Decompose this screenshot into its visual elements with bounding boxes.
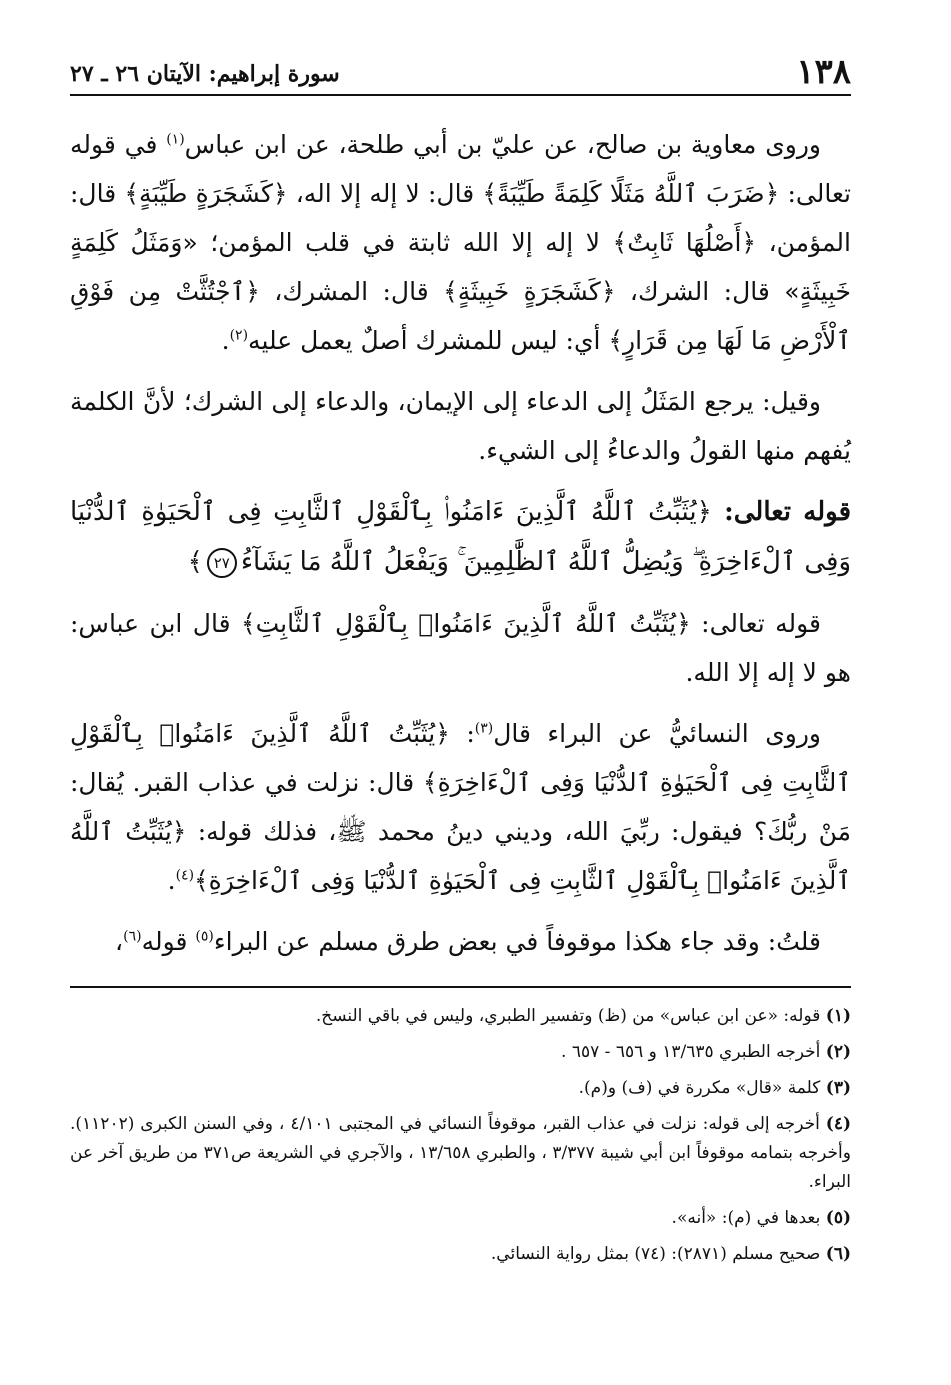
- footnote: [70, 1002, 851, 1031]
- footnote-number: (٢): [825, 1042, 851, 1062]
- text-run: في قوله تعالى:: [70, 130, 851, 208]
- footnote-number: (٤): [825, 1114, 852, 1134]
- text-run: قال: نزلت في عذاب القبر. يُقال: مَنْ ربُّكَ؟ فيقول: ربِّيَ الله، وديني دينُ محمد ﷺ، فذلك قوله:: [70, 768, 851, 846]
- footnotes: [70, 1002, 851, 1269]
- verse-heading: [70, 487, 851, 587]
- text-run: أي: ليس للمشرك أصلٌ يعمل عليه: [248, 326, 609, 355]
- footnote-ref: (٥): [195, 928, 214, 945]
- quran-quote: ﴿يُثَبِّتُ ٱللَّهُ ٱلَّذِينَ ءَامَنُوا۟ بِٱلْقَوْلِ ٱلثَّابِتِ﴾: [240, 609, 691, 638]
- paragraph-author-note: [70, 917, 851, 966]
- quran-quote: ﴿كَشَجَرَةٍ خَبِيثَةٍ﴾: [443, 277, 616, 306]
- paragraph-alternative-opinion: [70, 377, 851, 475]
- quran-quote: ﴿ٱجْتُثَّتْ مِن فَوْقِ ٱلْأَرْضِ مَا لَهَا مِن قَرَارٍ﴾: [70, 277, 851, 355]
- text-run: ،: [115, 927, 124, 956]
- text-run: قال: لا إله إلا اله،: [287, 179, 483, 208]
- text-run: قال: المؤمن،: [70, 179, 851, 257]
- footnote: [70, 1204, 851, 1233]
- quran-quote: ﴿كَشَجَرَةٍ طَيِّبَةٍ﴾: [124, 179, 288, 208]
- footnote-number: (٦): [825, 1244, 851, 1264]
- footnote-ref: (٦): [123, 928, 142, 945]
- footnote-text: قوله: «عن ابن عباس» من (ظ) وتفسير الطبري، وليس في باقي النسخ.: [315, 1006, 821, 1026]
- text-run: قوله تعالى:: [690, 609, 821, 638]
- paragraph-verse-commentary: [70, 599, 851, 697]
- footnote-number: (٣): [825, 1078, 851, 1098]
- footnote-text: صحيح مسلم (٢٨٧١): (٧٤) بمثل رواية النسائي.: [490, 1244, 821, 1264]
- footnote-number: (٥): [825, 1208, 851, 1228]
- text-run: .: [221, 326, 230, 355]
- footnote-number: (١): [825, 1006, 851, 1026]
- page-header: [70, 50, 851, 96]
- footnote-ref: (٣): [474, 720, 494, 737]
- text-run: قال: الشرك،: [615, 277, 785, 306]
- text-run: وقيل: يرجع المَثَلُ إلى الدعاء إلى الإيمان، والدعاء إلى الشرك؛ لأنَّ الكلمة يُفهم منها القولُ والدعاءُ إلى الشيء.: [70, 387, 851, 465]
- footnote-text: أخرجه إلى قوله: نزلت في عذاب القبر، موقوفاً النسائي في المجتبى ٤/١٠١ ، وفي السنن الكبرى (١١٢٠٢). وأخرجه بتمامه موقوفاً ابن أبي شيبة ٣/٣٧٧ ، والطبري ١٣/٦٥٨ ، والآجري في الشريعة ص٣٧١ من طريق آخر عن البراء.: [70, 1114, 851, 1192]
- running-title: سورة إبراهيم: الآيتان ٢٦ ـ ٢٧: [70, 61, 340, 87]
- footnote-text: أخرجه الطبري ١٣/٦٣٥ و ٦٥٦ - ٦٥٧ .: [561, 1042, 821, 1062]
- text-run: لا إله إلا الله ثابتة في قلب المؤمن؛: [197, 228, 613, 257]
- text-run: وروى معاوية بن صالح، عن عليّ بن أبي طلحة، عن ابن عباس: [184, 130, 821, 159]
- footnote-divider: [70, 986, 851, 988]
- text-run: قال: المشرك،: [259, 277, 444, 306]
- ayah-number-marker: ٢٧: [207, 548, 237, 578]
- page-number: ١٣٨: [796, 52, 851, 92]
- quran-quote: ﴿أَصْلُهَا ثَابِتٌ﴾: [612, 228, 757, 257]
- quran-quote: ﴿يُثَبِّتُ ٱللَّهُ ٱلَّذِينَ ءَامَنُوا۟ بِٱلْقَوْلِ ٱلثَّابِتِ فِى ٱلْحَيَوٰةِ ٱلدُّنْيَا وَفِى ٱلْءَاخِرَةِ﴾: [70, 817, 851, 895]
- text-run: :: [449, 719, 475, 748]
- paragraph-ibn-abbas-narration: [70, 120, 851, 365]
- verse-label: قوله تعالى:: [711, 497, 851, 527]
- text-run: وروى النسائيُّ عن البراء قال: [493, 719, 821, 748]
- footnote-text: بعدها في (م): «أنه».: [671, 1208, 821, 1228]
- text-run: قال ابن عباس: هو لا إله إلا الله.: [70, 609, 851, 687]
- quran-bracket: ﴾: [187, 547, 203, 577]
- footnote-ref: (٢): [229, 327, 249, 344]
- footnote: [70, 1240, 851, 1269]
- footnote-ref: (١): [166, 131, 185, 148]
- quran-quote: «وَمَثَلُ كَلِمَةٍ خَبِيثَةٍ»: [70, 228, 852, 306]
- paragraph-nasai-narration: [70, 709, 851, 905]
- page-body: [70, 120, 851, 1269]
- text-run: قلتُ: وقد جاء هكذا موقوفاً في بعض طرق مسلم عن البراء: [213, 927, 821, 956]
- footnote-ref: (٤): [175, 867, 195, 884]
- quran-verse: ﴿يُثَبِّتُ ٱللَّهُ ٱلَّذِينَ ءَامَنُوا۟ بِٱلْقَوْلِ ٱلثَّابِتِ فِى ٱلْحَيَوٰةِ ٱلدُّنْيَا وَفِى ٱلْءَاخِرَةِ ۖ وَيُضِلُّ ٱللَّهُ ٱلظَّٰلِمِينَ ۚ وَيَفْعَلُ ٱللَّهُ مَا يَشَآءُ: [70, 497, 851, 577]
- text-run: قوله: [141, 927, 196, 956]
- text-run: .: [167, 866, 176, 895]
- footnote-text: كلمة «قال» مكررة في (ف) و(م).: [578, 1078, 821, 1098]
- book-page: [70, 50, 851, 1345]
- footnote: [70, 1074, 851, 1103]
- footnote: [70, 1038, 851, 1067]
- quran-quote: ﴿يُثَبِّتُ ٱللَّهُ ٱلَّذِينَ ءَامَنُوا۟ بِٱلْقَوْلِ ٱلثَّابِتِ فِى ٱلْحَيَوٰةِ ٱلدُّنْيَا وَفِى ٱلْءَاخِرَةِ﴾: [70, 719, 851, 797]
- footnote: [70, 1110, 851, 1197]
- quran-quote: ﴿ضَرَبَ ٱللَّهُ مَثَلًا كَلِمَةً طَيِّبَةً﴾: [482, 179, 780, 208]
